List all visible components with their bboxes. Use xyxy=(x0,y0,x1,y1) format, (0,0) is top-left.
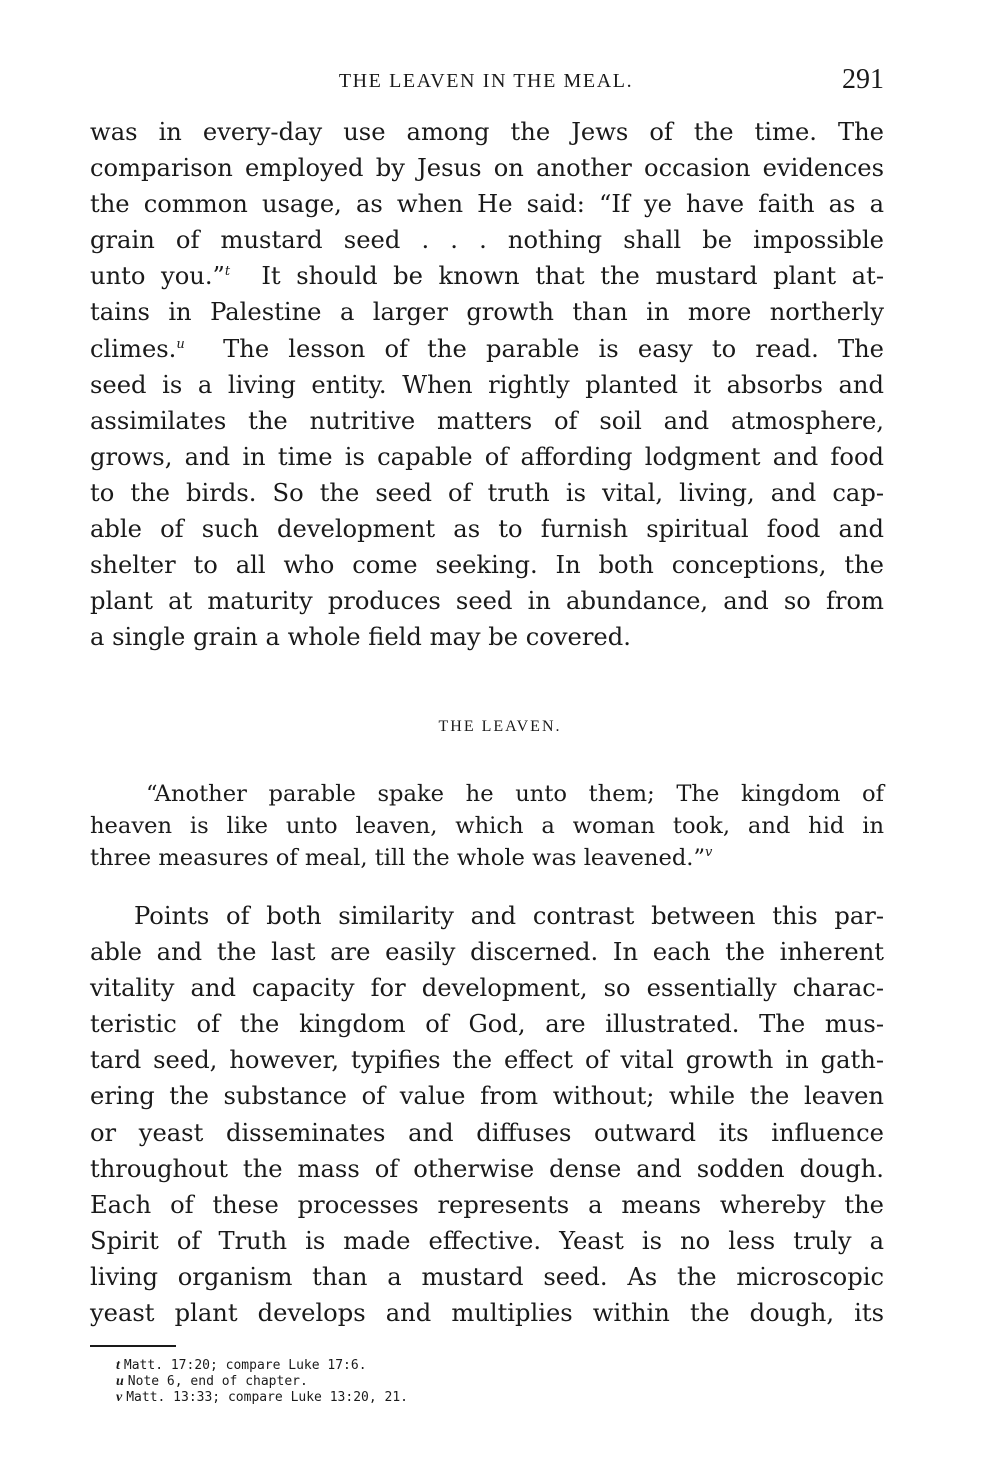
paragraph-leaven xyxy=(90,898,884,1331)
text-line: was in every-day use among the Jews of the time. The xyxy=(90,118,884,146)
text-line: Points of both similarity and contrast between this par- xyxy=(134,902,884,930)
text-line: ering the substance of value from without; while the leaven xyxy=(90,1082,884,1111)
section-heading: THE LEAVEN. xyxy=(438,718,562,735)
footnote-divider xyxy=(90,1345,176,1347)
footnote-t xyxy=(116,1358,716,1374)
text-line: plant at maturity produces seed in abundance, and so from xyxy=(90,587,884,616)
paragraph-mustard-seed xyxy=(90,114,884,655)
text-line xyxy=(90,258,884,294)
footnote-ref-v: v xyxy=(705,845,713,860)
text-line: vitality and capacity for development, so essentially charac- xyxy=(90,974,884,1003)
footnote-text: Matt. 17:20; compare Luke 17:6. xyxy=(123,1358,367,1373)
quote-line: heaven is like unto leaven, which a woman took, and hid in xyxy=(90,813,884,839)
footnote-text: Matt. 13:33; compare Luke 13:20, 21. xyxy=(126,1390,408,1405)
text-line: grows, and in time is capable of affording lodgment and food xyxy=(90,442,884,471)
text-line: grain of mustard seed . . . nothing shall be impossible xyxy=(90,226,884,255)
text-fragment: unto you.” xyxy=(90,262,225,291)
text-line: assimilates the nutritive matters of soil and atmosphere, xyxy=(90,406,884,435)
footnote-v xyxy=(116,1390,716,1406)
text-line: the common usage, as when He said: “If ye have faith as a xyxy=(90,190,884,219)
text-fragment: climes. xyxy=(90,334,177,363)
text-line: tains in Palestine a larger growth than in more northerly xyxy=(90,298,884,327)
text-line: seed is a living entity. When rightly planted it absorbs and xyxy=(90,370,884,399)
page-number: 291 xyxy=(842,64,884,95)
quote-line: “Another parable spake he unto them; The kingdom of xyxy=(146,781,884,807)
footnote-mark: v xyxy=(116,1390,123,1405)
running-head xyxy=(88,64,884,98)
text-line: yeast plant develops and multiplies within the dough, its xyxy=(90,1299,884,1328)
footnote-mark: u xyxy=(116,1374,124,1389)
quote-line xyxy=(90,842,884,874)
text-line: a single grain a whole field may be covered. xyxy=(90,623,631,652)
running-title: THE LEAVEN IN THE MEAL. xyxy=(338,70,634,92)
text-line: Each of these processes represents a means whereby the xyxy=(90,1190,884,1219)
text-line: shelter to all who come seeking. In both conceptions, the xyxy=(90,551,884,580)
text-line: able of such development as to furnish spiritual food and xyxy=(90,515,884,544)
text-fragment: It should be known that the mustard plant at- xyxy=(261,262,884,291)
text-fragment: The lesson of the parable is easy to read. The xyxy=(223,334,884,363)
scripture-quote xyxy=(90,778,884,874)
text-line: or yeast disseminates and diffuses outward its influence xyxy=(90,1118,884,1147)
footnotes xyxy=(116,1358,716,1406)
text-line xyxy=(90,331,884,367)
text-line: teristic of the kingdom of God, are illustrated. The mus- xyxy=(90,1010,884,1039)
footnote-ref-u: u xyxy=(176,336,185,352)
text-line: living organism than a mustard seed. As the microscopic xyxy=(90,1262,884,1291)
text-line: throughout the mass of otherwise dense and sodden dough. xyxy=(90,1154,884,1183)
text-line: Spirit of Truth is made effective. Yeast is no less truly a xyxy=(90,1226,884,1255)
footnote-text: Note 6, end of chapter. xyxy=(127,1374,308,1389)
text-line: comparison employed by Jesus on another occasion evidences xyxy=(90,154,884,183)
text-line: to the birds. So the seed of truth is vital, living, and cap- xyxy=(90,478,884,507)
text-fragment: three measures of meal, till the whole was leavened.” xyxy=(90,845,706,871)
text-line: tard seed, however, typifies the effect of vital growth in gath- xyxy=(90,1046,884,1075)
footnote-u xyxy=(116,1374,716,1390)
footnote-ref-t: t xyxy=(224,264,231,280)
text-line: able and the last are easily discerned. In each the inherent xyxy=(90,938,884,967)
footnote-mark: t xyxy=(116,1358,120,1373)
